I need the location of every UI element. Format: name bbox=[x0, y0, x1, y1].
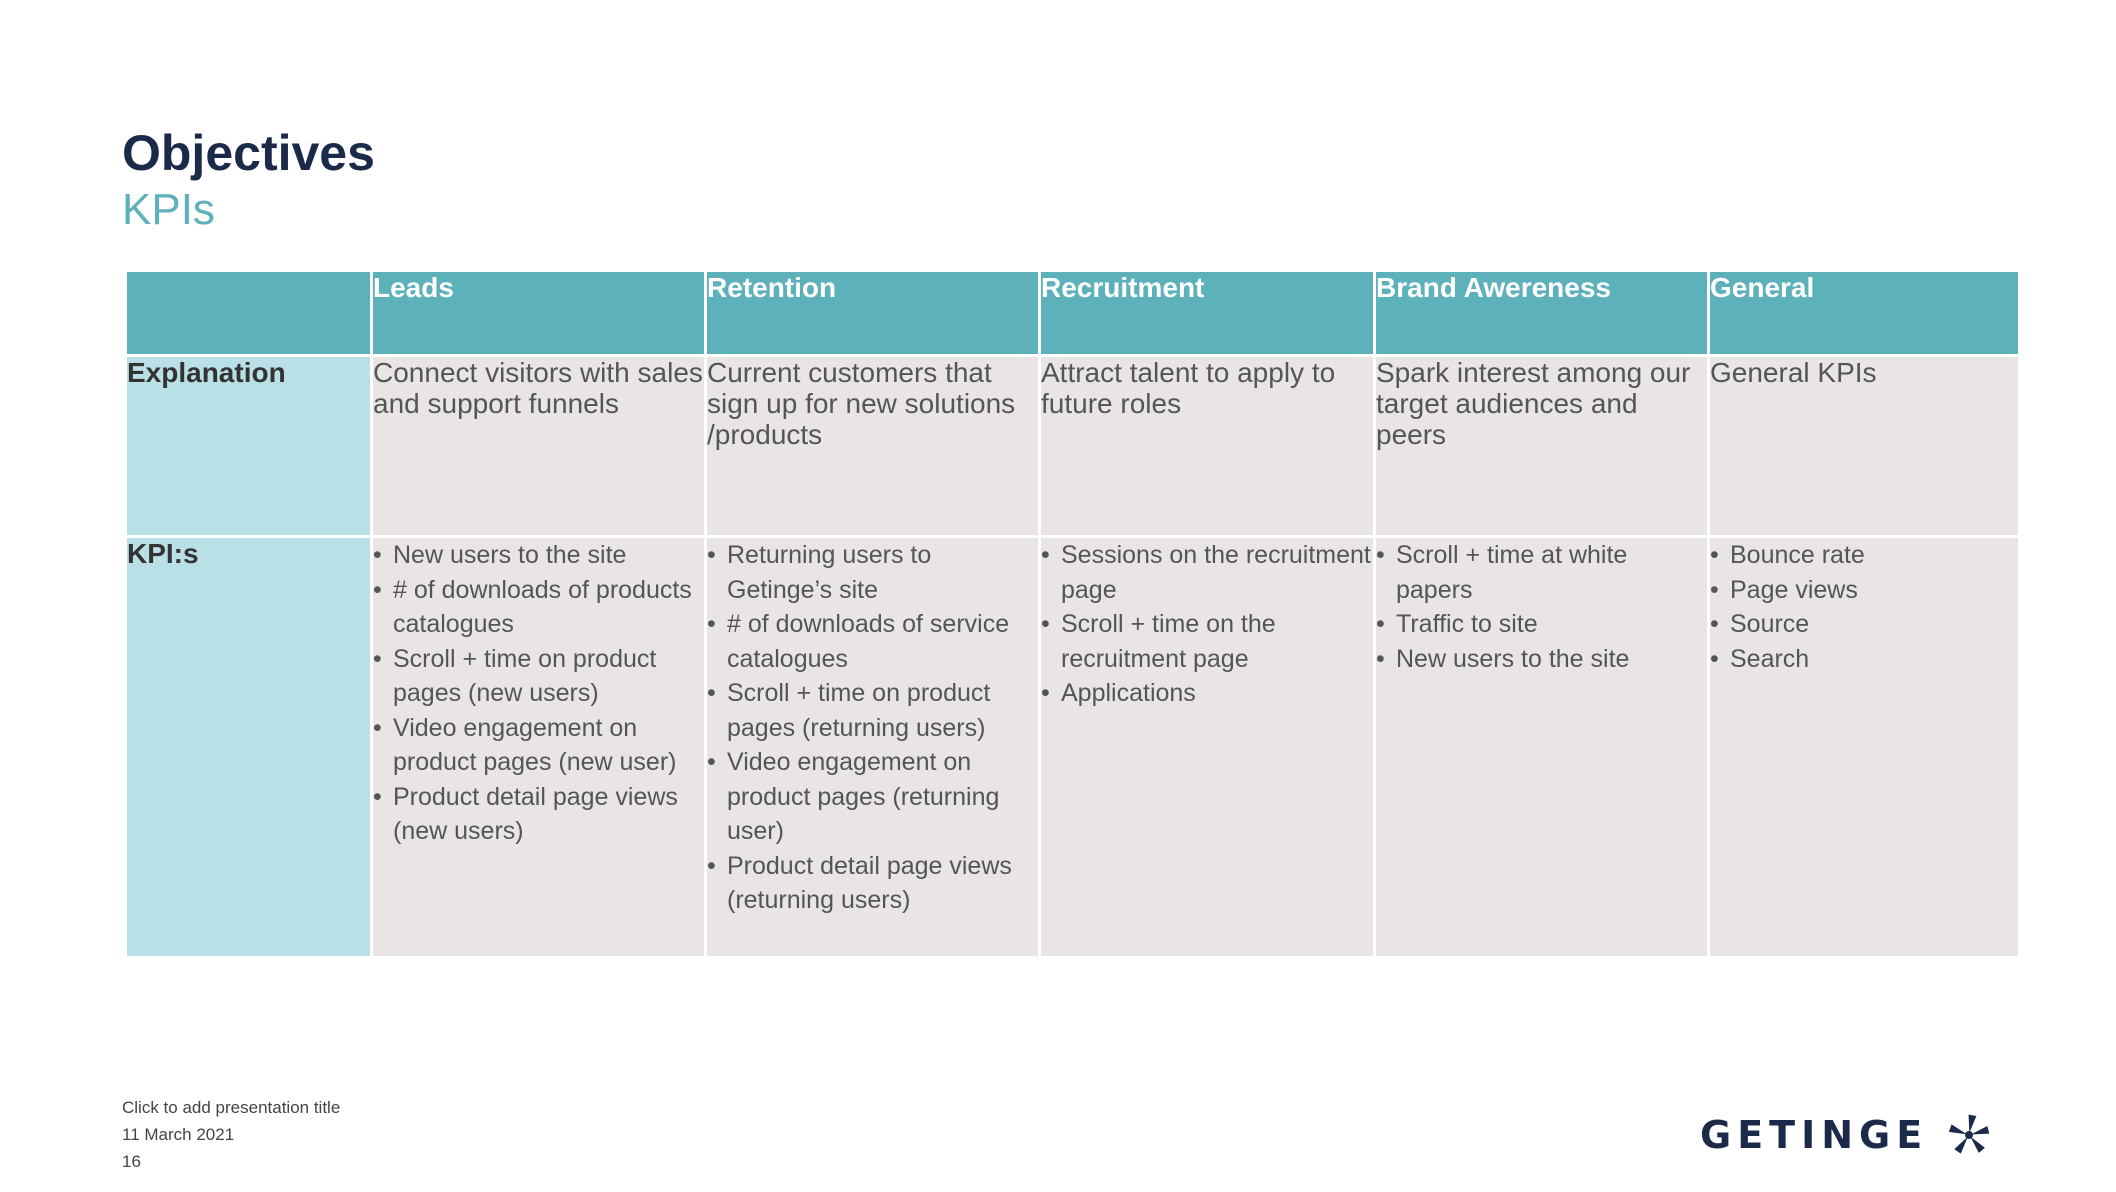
logo-wordmark: GETINGE bbox=[1700, 1113, 1929, 1157]
list-item: • Scroll + time on product pages (new users) bbox=[373, 642, 704, 711]
explanation-recruitment: Attract talent to apply to future roles bbox=[1040, 356, 1375, 537]
list-item: • Search bbox=[1710, 642, 2018, 677]
list-item: • Video engagement on product pages (new user) bbox=[373, 711, 704, 780]
list-item: • Scroll + time on the recruitment page bbox=[1041, 607, 1373, 676]
list-item: • Returning users to Getinge’s site bbox=[707, 538, 1038, 607]
footer-presentation-title[interactable]: Click to add presentation title bbox=[122, 1098, 341, 1117]
header-general: General bbox=[1709, 271, 2020, 356]
kpis-brand-awareness bbox=[1375, 537, 1709, 958]
list-item: • Page views bbox=[1710, 573, 2018, 608]
kpi-list bbox=[1376, 538, 1707, 676]
list-item: • Applications bbox=[1041, 676, 1373, 711]
slide-title: Objectives bbox=[122, 125, 375, 181]
list-item: • Product detail page views (new users) bbox=[373, 780, 704, 849]
header-recruitment: Recruitment bbox=[1040, 271, 1375, 356]
slide-subtitle: KPIs bbox=[122, 185, 215, 234]
header-retention: Retention bbox=[706, 271, 1040, 356]
list-item: • Product detail page views (returning users) bbox=[707, 849, 1038, 918]
explanation-row bbox=[126, 356, 2020, 537]
explanation-leads: Connect visitors with sales and support funnels bbox=[372, 356, 706, 537]
kpi-table bbox=[124, 269, 2021, 959]
list-item: • New users to the site bbox=[373, 538, 704, 573]
table-header-row bbox=[126, 271, 2020, 356]
kpis-leads bbox=[372, 537, 706, 958]
kpis-row bbox=[126, 537, 2020, 958]
explanation-general: General KPIs bbox=[1709, 356, 2020, 537]
kpis-retention bbox=[706, 537, 1040, 958]
footer-date: 11 March 2021 bbox=[122, 1125, 235, 1144]
list-item: • Traffic to site bbox=[1376, 607, 1707, 642]
row-label-kpis: KPI:s bbox=[126, 537, 372, 958]
kpi-list bbox=[1710, 538, 2018, 676]
kpi-list bbox=[1041, 538, 1373, 711]
header-corner-cell bbox=[126, 271, 372, 356]
list-item: • # of downloads of service catalogues bbox=[707, 607, 1038, 676]
list-item: • Sessions on the recruitment page bbox=[1041, 538, 1373, 607]
explanation-retention: Current customers that sign up for new solutions /products bbox=[706, 356, 1040, 537]
list-item: • Scroll + time on product pages (returning users) bbox=[707, 676, 1038, 745]
getinge-star-icon bbox=[1946, 1112, 1992, 1158]
list-item: • Scroll + time at white papers bbox=[1376, 538, 1707, 607]
kpis-general bbox=[1709, 537, 2020, 958]
kpis-recruitment bbox=[1040, 537, 1375, 958]
list-item: • New users to the site bbox=[1376, 642, 1707, 677]
footer-page-number: 16 bbox=[122, 1152, 141, 1171]
kpi-list bbox=[707, 538, 1038, 918]
list-item: • Video engagement on product pages (returning user) bbox=[707, 745, 1038, 849]
list-item: • Source bbox=[1710, 607, 2018, 642]
getinge-logo bbox=[1700, 1112, 1992, 1158]
header-brand-awareness: Brand Awereness bbox=[1375, 271, 1709, 356]
list-item: • # of downloads of products catalogues bbox=[373, 573, 704, 642]
kpi-list bbox=[373, 538, 704, 849]
header-leads: Leads bbox=[372, 271, 706, 356]
list-item: • Bounce rate bbox=[1710, 538, 2018, 573]
row-label-explanation: Explanation bbox=[126, 356, 372, 537]
explanation-brand-awareness: Spark interest among our target audiences and peers bbox=[1375, 356, 1709, 537]
